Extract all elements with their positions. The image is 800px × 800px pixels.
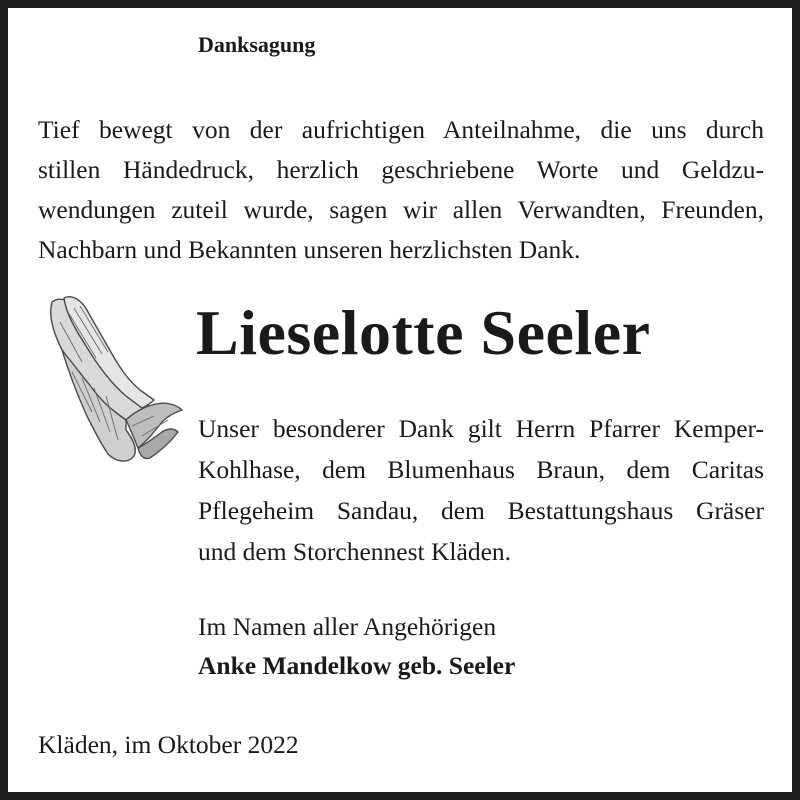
deceased-name: Lieselotte Seeler [196,297,651,368]
place-date: Kläden, im Oktober 2022 [38,730,299,759]
thanks-line: Unser besonderer Dank gilt Herrn Pfarrer Kemper- [198,414,764,443]
thanks-line: Pflegeheim Sandau, dem Bestattungshaus Gräser [198,496,764,525]
intro-line: wendungen zuteil wurde, sagen wir allen Verwandten, Freunden, [38,195,764,224]
thanks-line: und dem Storchennest Kläden. [198,537,512,566]
intro-line: Nachbarn und Bekannten unseren herzlichsten Dank. [38,235,581,264]
praying-hands-icon [42,292,186,468]
thanks-paragraph [198,408,764,572]
intro-line: stillen Händedruck, herzlich geschriebene Worte und Geldzu- [38,155,764,184]
signature-name: Anke Mandelkow geb. Seeler [198,651,516,680]
signature-intro: Im Namen aller Angehörigen [198,612,497,641]
thanks-line: Kohlhase, dem Blumenhaus Braun, dem Caritas [198,455,764,484]
notice-heading: Danksagung [198,32,316,57]
intro-paragraph [38,110,764,270]
intro-line: Tief bewegt von der aufrichtigen Anteilnahme, die uns durch [38,115,764,144]
